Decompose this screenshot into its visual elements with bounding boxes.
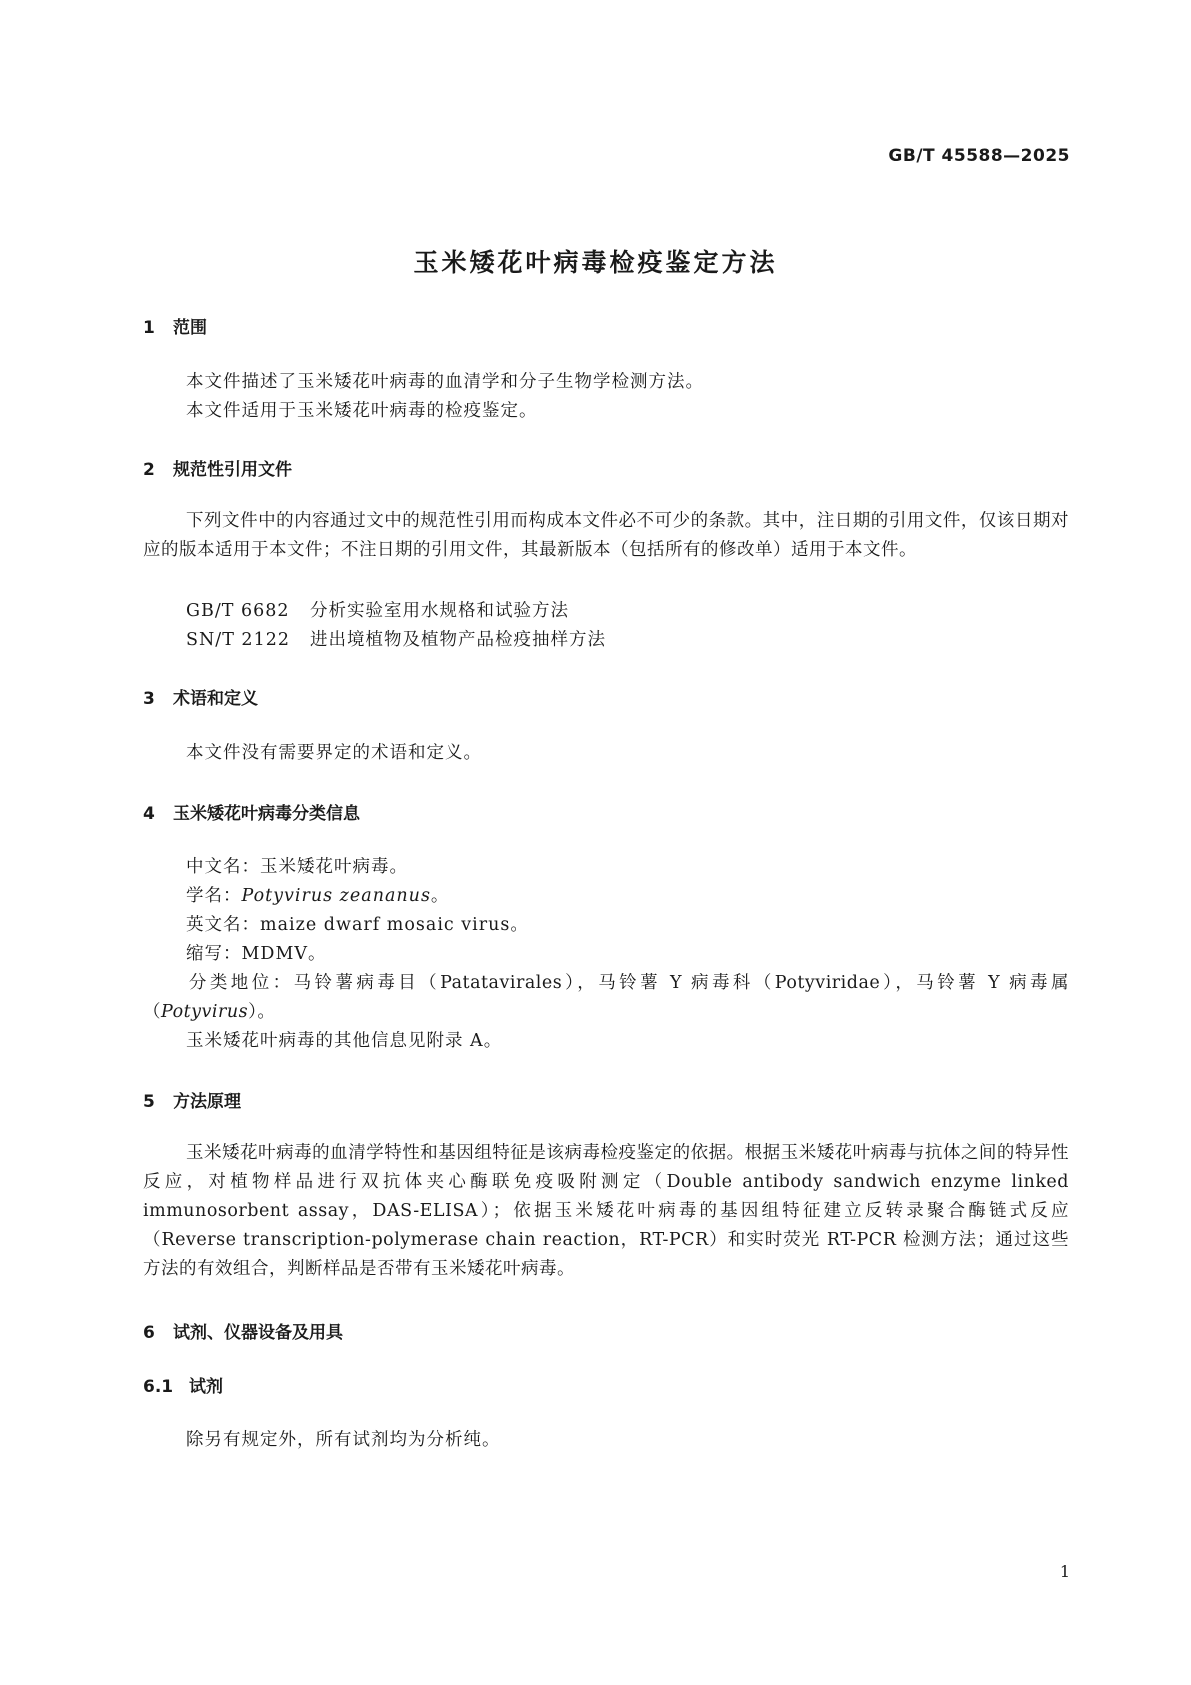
section-title: 方法原理 — [173, 1092, 241, 1112]
scientific-name: Potyvirus zeananus — [241, 886, 431, 906]
reference-item — [186, 626, 606, 651]
abbreviation: 缩写：MDMV。 — [186, 944, 327, 964]
paragraph: 本文件适用于玉米矮花叶病毒的检疫鉴定。 — [186, 401, 538, 421]
section-number: 3 — [143, 689, 155, 709]
reference-title: 进出境植物及植物产品检疫抽样方法 — [310, 630, 606, 650]
classification-text: 分类地位：马铃薯病毒目（Patatavirales），马铃薯 Y 病毒科（Potyviridae），马铃薯 Y 病毒属（ — [143, 973, 1069, 1022]
section-number: 4 — [143, 804, 155, 824]
standard-number: GB/T 45588—2025 — [888, 146, 1070, 166]
chinese-name: 中文名：玉米矮花叶病毒。 — [186, 857, 408, 877]
paragraph — [143, 507, 1069, 565]
english-name: 英文名：maize dwarf mosaic virus。 — [186, 915, 529, 935]
section-3-heading — [143, 684, 258, 709]
section-4-heading — [143, 799, 360, 824]
paragraph: 除另有规定外，所有试剂均为分析纯。 — [186, 1430, 501, 1450]
section-title: 玉米矮花叶病毒分类信息 — [173, 804, 360, 824]
section-title: 规范性引用文件 — [173, 460, 292, 480]
scientific-name-line — [186, 882, 449, 907]
reference-title: 分析实验室用水规格和试验方法 — [310, 601, 569, 621]
subsection-6-1-heading — [143, 1372, 223, 1397]
section-number: 2 — [143, 460, 155, 480]
reference-code: GB/T 6682 — [186, 601, 290, 621]
punctuation: ）。 — [248, 1002, 276, 1022]
section-title: 试剂 — [189, 1377, 223, 1397]
intro-text: 下列文件中的内容通过文中的规范性引用而构成本文件必不可少的条款。其中，注日期的引用文件，仅该日期对应的版本适用于本文件；不注日期的引用文件，其最新版本（包括所有的修改单）适用于本文件。 — [143, 511, 1069, 560]
page-number: 1 — [1059, 1562, 1070, 1581]
classification-paragraph — [143, 969, 1069, 1027]
scientific-label: 学名： — [186, 886, 242, 906]
method-principle-text: 玉米矮花叶病毒的血清学特性和基因组特征是该病毒检疫鉴定的依据。根据玉米矮花叶病毒与抗体之间的特异性反应，对植物样品进行双抗体夹心酶联免疫吸附测定（Double antibody sandwich enzyme linked immunosorbent assay，DAS-ELISA）；依据玉米矮花叶病毒的基因组特征建立反转录聚合酶链式反应（Reverse transcription-polymerase chain reaction，RT-PCR）和实时荧光 RT-PCR 检测方法；通过这些方法的有效组合，判断样品是否带有玉米矮花叶病毒。 — [143, 1143, 1069, 1279]
section-title: 范围 — [173, 318, 207, 338]
paragraph — [143, 1139, 1069, 1284]
paragraph: 本文件描述了玉米矮花叶病毒的血清学和分子生物学检测方法。 — [186, 372, 704, 392]
section-number: 5 — [143, 1092, 155, 1112]
section-2-heading — [143, 455, 292, 480]
paragraph: 本文件没有需要界定的术语和定义。 — [186, 743, 482, 763]
genus-name: Potyvirus — [161, 1002, 249, 1022]
reference-item — [186, 597, 569, 622]
section-title: 试剂、仪器设备及用具 — [173, 1323, 343, 1343]
punctuation: 。 — [430, 886, 450, 906]
other-info: 玉米矮花叶病毒的其他信息见附录 A。 — [186, 1031, 503, 1051]
section-number: 1 — [143, 318, 155, 338]
section-6-heading — [143, 1318, 343, 1343]
section-1-heading — [143, 313, 207, 338]
section-number: 6.1 — [143, 1377, 174, 1397]
reference-code: SN/T 2122 — [186, 630, 290, 650]
section-5-heading — [143, 1087, 241, 1112]
section-title: 术语和定义 — [173, 689, 258, 709]
document-title: 玉米矮花叶病毒检疫鉴定方法 — [413, 248, 778, 277]
section-number: 6 — [143, 1323, 155, 1343]
